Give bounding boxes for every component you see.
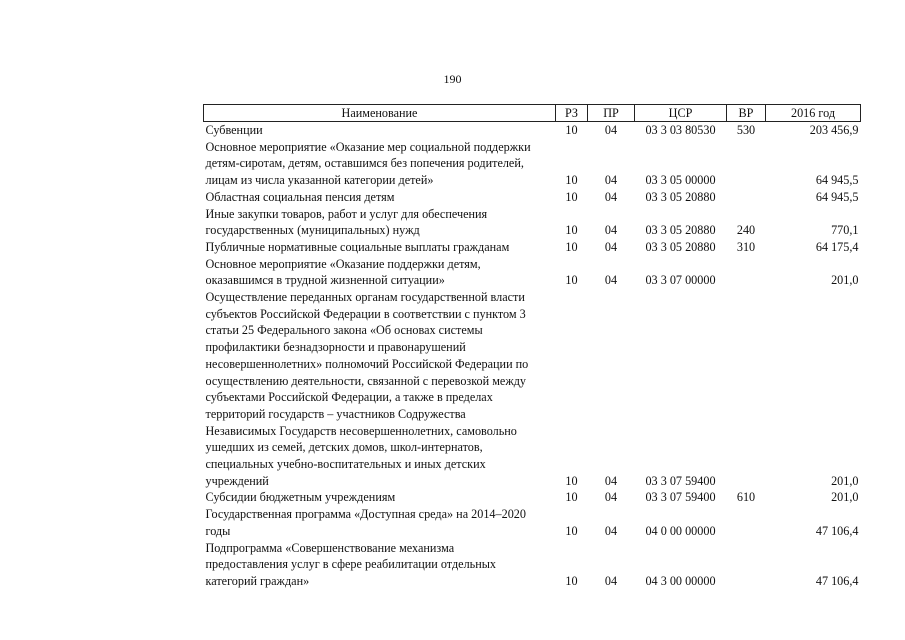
header-vr: ВР — [727, 105, 766, 122]
row-name: Иные закупки товаров, работ и услуг для обеспечения государственных (муниципальных) нужд — [205, 206, 488, 238]
row-rz: 10 — [565, 573, 578, 588]
row-vr — [727, 540, 766, 590]
row-pr: 04 — [604, 173, 618, 188]
row-pr: 04 — [604, 223, 618, 238]
row-name: Публичные нормативные социальные выплаты гражданам — [205, 239, 510, 254]
row-name: Субсидии бюджетным учреждениям — [205, 490, 396, 505]
table-row — [204, 122, 861, 139]
row-csr: 03 3 05 20880 — [645, 239, 716, 254]
row-pr: 04 — [604, 490, 618, 505]
table-row — [204, 206, 861, 239]
row-name: Государственная программа «Доступная среда» на 2014–2020 годы — [205, 507, 526, 538]
row-amount: 47 106,4 — [815, 523, 859, 538]
row-rz: 10 — [565, 223, 578, 238]
table-row — [204, 139, 861, 189]
row-csr: 03 3 05 00000 — [645, 173, 716, 188]
row-vr — [727, 189, 766, 206]
row-pr: 04 — [604, 573, 618, 588]
row-csr: 04 3 00 00000 — [645, 573, 716, 588]
budget-table — [203, 104, 861, 590]
table-row — [204, 256, 861, 289]
row-rz: 10 — [565, 523, 578, 538]
row-pr: 04 — [604, 123, 618, 137]
row-csr: 03 3 07 00000 — [645, 273, 716, 288]
row-vr: 530 — [736, 123, 756, 137]
table-header — [204, 105, 861, 122]
table-row — [204, 189, 861, 206]
row-amount: 203 456,9 — [809, 123, 859, 137]
row-vr: 310 — [736, 239, 756, 254]
row-vr — [727, 139, 766, 189]
table-row — [204, 506, 861, 539]
row-name: Осуществление переданных органам государственной власти субъектов Российской Федерации в соответствии с пунктом 3 статьи 25 Федерального закона «Об основах системы профилактики безнадзорности и правонарушений несовершеннолетних» полномочий Российской Федерации по осуществлению деятельности, связанной с перевозкой между субъектами Российской Федерации, а также в пределах территорий государств – участников Содружества Независимых Государств несовершеннолетних, самовольно ушедших из семей, детских домов, школ-интернатов, специальных учебно-воспитательных и иных детских учреждений — [205, 290, 529, 488]
header-name: Наименование — [204, 105, 556, 122]
page-number: 190 — [443, 72, 462, 86]
row-amount: 64 945,5 — [815, 173, 859, 188]
row-rz: 10 — [565, 239, 578, 254]
row-amount: 64 945,5 — [815, 189, 859, 204]
row-name: Областная социальная пенсия детям — [205, 189, 395, 204]
row-rz: 10 — [565, 473, 578, 488]
row-rz: 10 — [565, 273, 578, 288]
row-vr — [727, 256, 766, 289]
row-csr: 04 0 00 00000 — [645, 523, 716, 538]
row-csr: 03 3 07 59400 — [645, 473, 716, 488]
row-vr — [727, 289, 766, 489]
row-amount: 770,1 — [831, 223, 859, 238]
row-pr: 04 — [604, 473, 618, 488]
row-pr: 04 — [604, 239, 618, 254]
row-vr: 610 — [736, 490, 756, 505]
row-csr: 03 3 05 20880 — [645, 189, 716, 204]
row-pr: 04 — [604, 273, 618, 288]
row-rz: 10 — [565, 173, 578, 188]
row-rz: 10 — [565, 123, 578, 137]
row-csr: 03 3 03 80530 — [645, 123, 716, 137]
row-pr: 04 — [604, 523, 618, 538]
header-amount: 2016 год — [766, 105, 861, 122]
row-rz: 10 — [565, 490, 578, 505]
row-name: Основное мероприятие «Оказание поддержки детям, оказавшимся в трудной жизненной ситуации» — [205, 256, 481, 288]
row-name: Подпрограмма «Совершенствование механизма предоставления услуг в сфере реабилитации отдельных категорий граждан» — [205, 540, 497, 588]
table-row — [204, 289, 861, 489]
row-amount: 201,0 — [831, 473, 859, 488]
row-rz: 10 — [565, 189, 578, 204]
table-row — [204, 540, 861, 590]
row-amount: 201,0 — [831, 490, 859, 505]
row-name: Основное мероприятие «Оказание мер социальной поддержки детям-сиротам, детям, оставшимся без попечения родителей, лицам из числа указанной категории детей» — [205, 139, 531, 188]
row-amount: 201,0 — [831, 273, 859, 288]
row-pr: 04 — [604, 189, 618, 204]
row-amount: 47 106,4 — [815, 573, 859, 588]
header-pr: ПР — [588, 105, 635, 122]
row-amount: 64 175,4 — [815, 239, 859, 254]
row-csr: 03 3 07 59400 — [645, 490, 716, 505]
table-row — [204, 489, 861, 506]
row-vr: 240 — [736, 223, 756, 238]
table-row — [204, 239, 861, 256]
row-csr: 03 3 05 20880 — [645, 223, 716, 238]
row-vr — [727, 506, 766, 539]
header-csr: ЦСР — [635, 105, 727, 122]
row-name: Субвенции — [205, 123, 263, 137]
header-rz: РЗ — [556, 105, 588, 122]
